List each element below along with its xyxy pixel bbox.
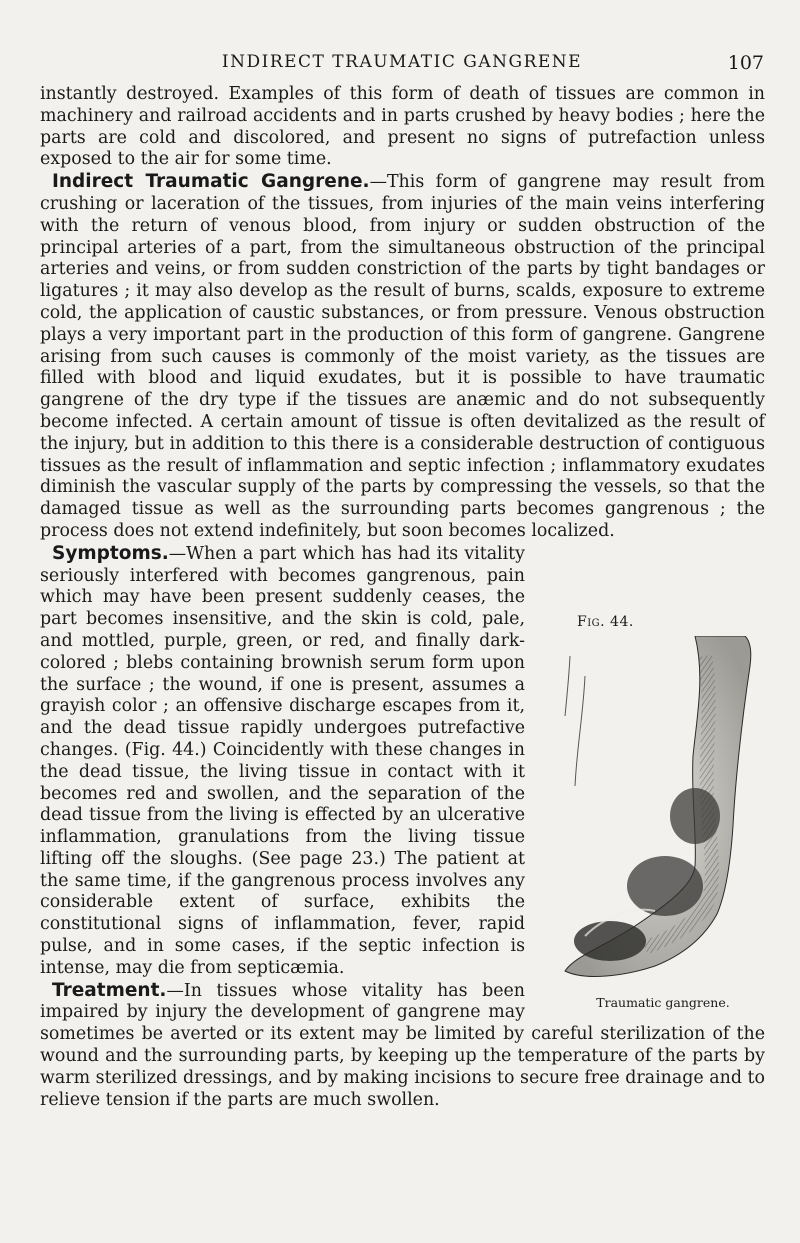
body-text <box>40 84 765 1111</box>
figure-caption: Traumatic gangrene. <box>596 994 730 1010</box>
leg-gangrene-illustration <box>545 636 770 986</box>
page-number: 107 <box>727 52 764 74</box>
running-title: INDIRECT TRAUMATIC GANGRENE <box>221 52 583 72</box>
section-heading-treatment: Treatment. <box>52 979 167 1001</box>
figure-label: Fig. 44. <box>577 613 634 630</box>
page-header <box>40 52 764 82</box>
section-text-indirect: —This form of gangrene may result from crushing or laceration of the tissues, from injuries of the main veins interfering with the return of venous blood, from injury or sudden obstruction of the principal arteries of a part, from the simultaneous obstruction of the principal arteries and veins, or from sudden constriction of the parts by tight bandages or ligatures ; it may also develop as the result of burns, scalds, exposure to extreme cold, the application of caustic substances, or from pressure. Venous obstruction plays a very important part in the production of this form of gangrene. Gangrene arising from such causes is commonly of the moist variety, as the tissues are filled with blood and liquid exudates, but it is possible to have traumatic gangrene of the dry type if the tissues are anæmic and do not subsequently become infected. A certain amount of tissue is often devitalized as the result of the injury, but in addition to this there is a considerable destruction of contiguous tissues as the result of inflammation and septic infection ; inflammatory exudates diminish the vascular supply of the parts by compressing the vessels, so that the damaged tissue as well as the surrounding parts becomes gangrenous ; the process does not extend indefinitely, but soon becomes localized. <box>40 172 765 541</box>
section-text-treatment: —In tissues whose vitality has been impaired by injury the development of gangrene may sometimes be averted or its extent may be limited by careful sterilization of the wound and the surrounding parts, by keeping up the temperature of the parts by warm sterilized dressings, and by making incisions to secure free drainage and to relieve tension if the parts are much swollen. <box>40 980 765 1110</box>
figure-44 <box>537 610 777 1020</box>
paragraph-intro: instantly destroyed. Examples of this form of death of tissues are common in machinery and railroad accidents and in parts crushed by heavy bodies ; here the parts are cold and discolored, and present no signs of putrefaction unless exposed to the air for some time. <box>40 84 765 170</box>
paragraph-indirect-gangrene <box>40 171 765 543</box>
section-heading-indirect: Indirect Traumatic Gangrene. <box>52 171 370 193</box>
section-heading-symptoms: Symptoms. <box>52 542 169 564</box>
section-text-symptoms: —When a part which has had its vitality seriously interfered with becomes gangrenous, pain which may have been present suddenly ceases, the part becomes insensitive, and the skin is cold, pale, and mottled, purple, green, or red, and finally dark-colored ; blebs containing brownish serum form upon the surface ; the wound, if one is present, assumes a grayish color ; an offensive discharge escapes from it, and the dead tissue rapidly undergoes putrefactive changes. (Fig. 44.) Coincidently with these changes in the dead tissue, the living tissue in contact with it becomes red and swollen, and the separation of the dead tissue from the living is effected by an ulcerative inflammation, granulations from the living tissue lifting off the sloughs. (See page 23.) The patient at the same time, if the gangrenous process involves any considerable extent of surface, exhibits the constitutional signs of inflammation, fever, rapid pulse, and in some cases, if the septic infection is intense, may die from septicæmia. <box>40 543 525 978</box>
